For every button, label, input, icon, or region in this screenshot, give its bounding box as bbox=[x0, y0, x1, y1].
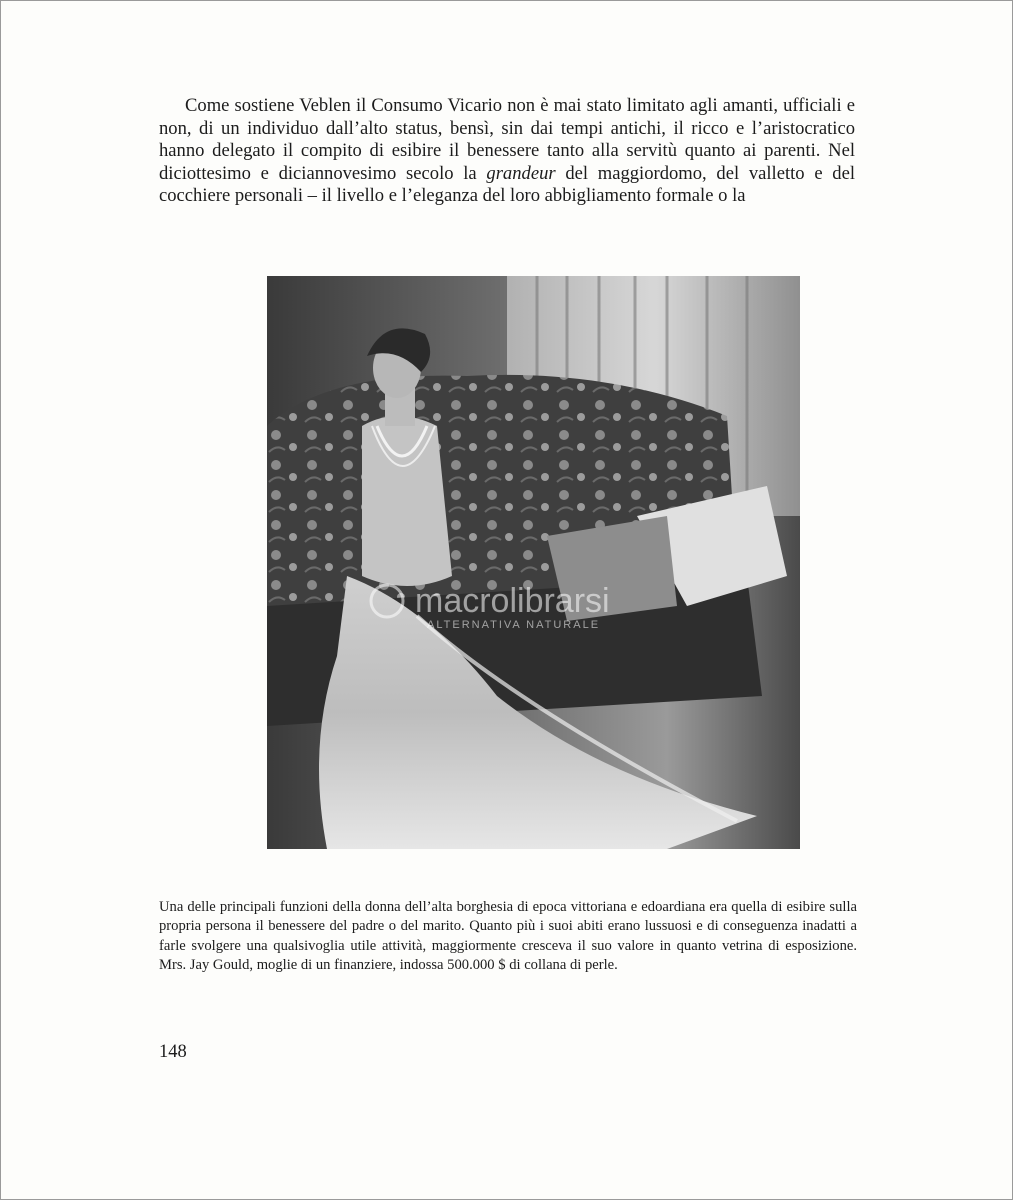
watermark-main: macrolibrarsi bbox=[415, 582, 610, 620]
historical-photograph bbox=[267, 276, 800, 849]
photo-caption: Una delle principali funzioni della donna dell’alta borghesia di epoca vittoriana e edoardiana era quella di esibire sulla propria persona il benessere del padre o del marito. Quanto più i suoi abiti erano lussuosi e di conseguenza inadatti a farle svolgere una qualsivoglia utile attività, maggiormente cresceva il suo valore in quanto vetrina di esposizione. Mrs. Jay Gould, moglie di un finanziere, indossa 500.000 $ di collana di perle. bbox=[159, 899, 857, 973]
body-text-part-2: del maggiordomo, del valletto e del cocchiere personali – il livello e l’eleganza del loro abbigliamento formale o la bbox=[159, 162, 855, 207]
portrait-illustration bbox=[267, 276, 800, 849]
page-number: 148 bbox=[159, 1042, 187, 1062]
watermark-sub: ALTERNATIVA NATURALE bbox=[427, 619, 601, 631]
body-text-italic-grandeur: grandeur bbox=[486, 162, 556, 184]
body-text-part-1: Come sostiene Veblen il Consumo Vicario non è mai stato limitato agli amanti, ufficiali e non, di un individuo dall’alto status, bensì, sin dai tempi antichi, il ricco e l’aristocratico hanno delegato il compito di esibire il benessere tanto alla servitù quanto ai parenti. Nel diciottesimo e diciannovesimo secolo la bbox=[159, 95, 855, 184]
body-paragraph bbox=[159, 95, 855, 208]
